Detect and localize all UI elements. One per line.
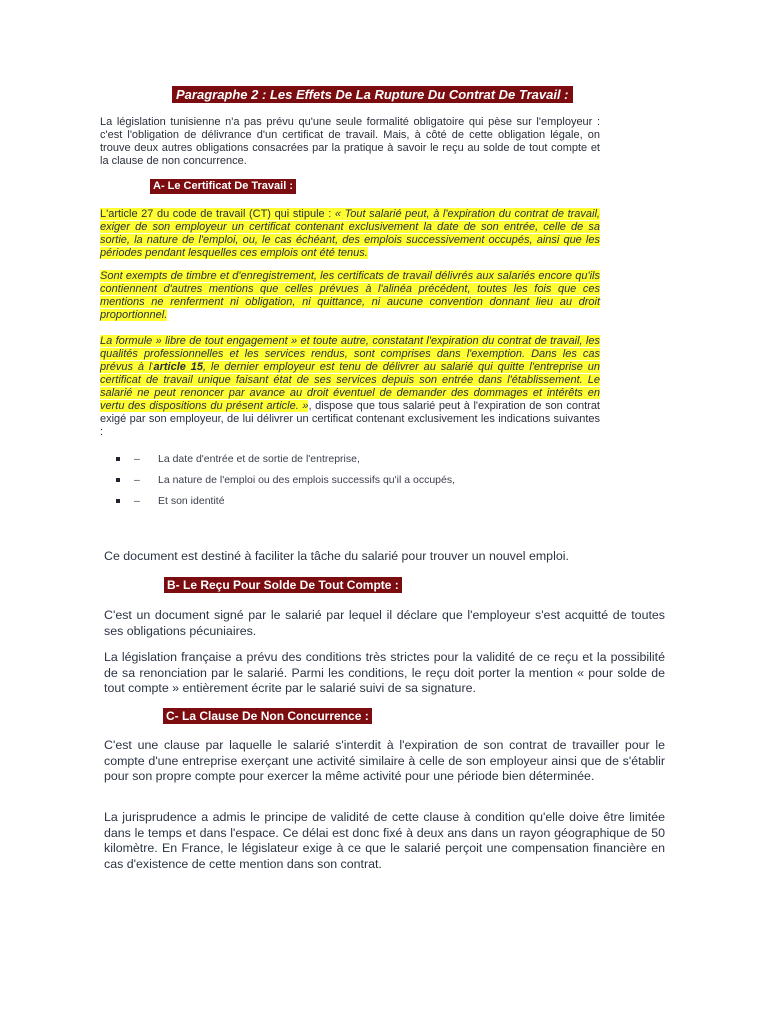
exemption-text: Sont exempts de timbre et d'enregistrement, les certificats de travail délivrés aux salariés encore qu'ils contiennent d'autres mentions que celles prévues à l'alinéa précédent, toutes les fois que ces mentions ne renferment ni obligation, ni quittance, ni aucune convention donnant lieu au droit proportionnel. — [100, 270, 600, 321]
subheading-certificat: A- Le Certificat De Travail : — [150, 179, 296, 194]
exemption-paragraph — [100, 270, 600, 322]
certificate-indications-list — [116, 452, 455, 506]
list-item: – Et son identité — [116, 494, 455, 506]
subheading-clause: C- La Clause De Non Concurrence : — [163, 708, 372, 724]
bullet-square-icon — [116, 478, 120, 482]
article-27-paragraph — [100, 208, 600, 260]
section-heading-main: Paragraphe 2 : Les Effets De La Rupture Du Contrat De Travail : — [172, 86, 573, 103]
formula-text-b: , le dernier employeur est tenu de délivrer au salarié qui quitte l'entreprise un certificat de travail unique faisant état de ses services depuis son entrée dans l'établissement. Le salarié ne peut renoncer par avance au droit éventuel de demander des dommages et intérêts en vertu des dispositions du présent article. » — [100, 361, 600, 412]
bullet-square-icon — [116, 457, 120, 461]
list-item: – La nature de l'emploi ou des emplois successifs qu'il a occupés, — [116, 473, 455, 494]
formula-tail: , dispose que tous salarié peut à l'expiration de son contrat exigé par son employeur, de lui délivrer un certificat contenant exclusivement les indications suivantes : — [100, 400, 600, 438]
article-27-lead: L'article 27 du code de travail (CT) qui stipule : — [100, 208, 335, 220]
article-27-quote: « Tout salarié peut, à l'expiration du contrat de travail, exiger de son employeur un certificat contenant exclusivement la date de son entrée, celle de sa sortie, la nature de l'emploi, ou, le cas échéant, des emplois successivement occupés, ainsi que les périodes pendant lesquelles ces emplois ont été tenus. — [100, 208, 600, 259]
article-15-ref: article 15 — [153, 361, 203, 373]
formula-paragraph — [100, 335, 600, 439]
formula-text-a: La formule » libre de tout engagement » et toute autre, constatant l'expiration du contrat de travail, les qualités professionnelles et les services rendus, sont comprises dans l'exemption. Dans les cas prévus à l' — [100, 335, 600, 373]
closing-paragraph: Ce document est destiné à faciliter la tâche du salarié pour trouver un nouvel emploi. — [104, 549, 569, 563]
jurisprudence-paragraph: La jurisprudence a admis le principe de validité de cette clause à condition qu'elle doive être limitée dans le temps et dans l'espace. Ce délai est donc fixé à deux ans dans un rayon géographique de 50 kilomètre. En France, le législateur exige à ce que le salarié perçoit une compensation financière en cas d'existence de cette mention dans son contrat. — [104, 810, 665, 871]
bullet-square-icon — [116, 499, 120, 503]
recu-legislation-paragraph: La législation française a prévu des conditions très strictes pour la validité de ce reçu et la possibilité de sa renonciation par le salarié. Parmi les conditions, le reçu doit porter la mention « pour solde de tout compte » entièrement écrite par le salarié suivi de sa signature. — [104, 650, 665, 695]
recu-definition-paragraph: C'est un document signé par le salarié par lequel il déclare que l'employeur s'est acquitté de toutes ses obligations pécuniaires. — [104, 608, 665, 638]
subheading-recu: B- Le Reçu Pour Solde De Tout Compte : — [164, 577, 402, 593]
list-item: – La date d'entrée et de sortie de l'entreprise, — [116, 452, 455, 473]
clause-definition-paragraph: C'est une clause par laquelle le salarié s'interdit à l'expiration de son contrat de travailler pour le compte d'une entreprise exerçant une activité similaire à celle de son employeur ainsi que de s'établir pour son propre compte pour exercer la même activité pour une période bien déterminée. — [104, 738, 665, 783]
intro-paragraph: La législation tunisienne n'a pas prévu qu'une seule formalité obligatoire qui pèse sur l'employeur : c'est l'obligation de délivrance d'un certificat de travail. Mais, à côté de cette obligation légale, on trouve deux autres obligations consacrées par la pratique à savoir le reçu au solde de tout compte et la clause de non concurrence. — [100, 116, 600, 167]
